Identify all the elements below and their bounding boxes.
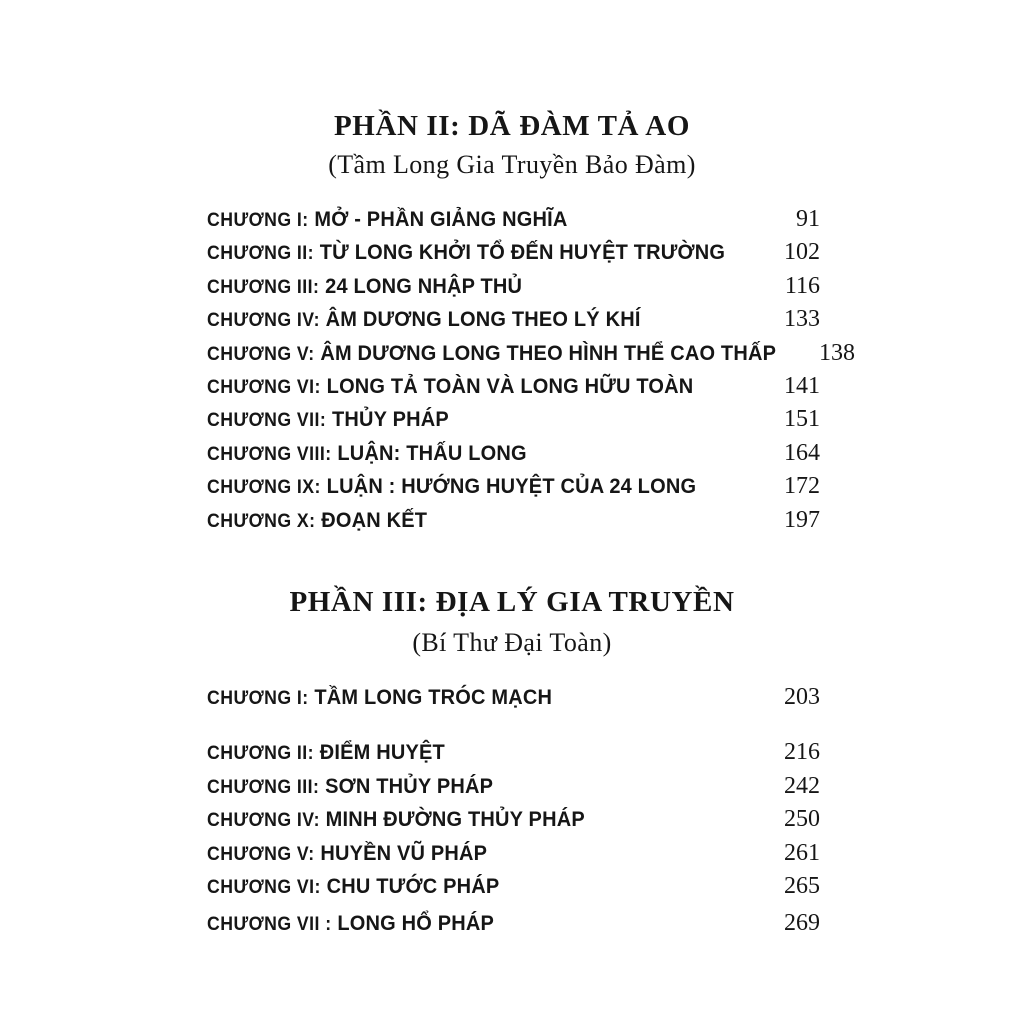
chapter-title: THỦY PHÁP: [332, 407, 449, 432]
chapter-title: LUẬN : HƯỚNG HUYỆT CỦA 24 LONG: [326, 474, 697, 499]
chapter-entry: [207, 807, 585, 832]
page-number: 269: [784, 910, 820, 937]
chapter-entry: [207, 207, 568, 232]
chapter-title: LONG TẢ TOÀN VÀ LONG HỮU TOÀN: [326, 373, 694, 398]
toc-row: [207, 373, 820, 406]
toc-row: [207, 273, 820, 306]
toc-row: [207, 239, 820, 272]
page-number: 265: [784, 872, 820, 899]
chapter-label: CHƯƠNG VII:: [207, 410, 327, 432]
section-3-subtitle: (Bí Thư Đại Toàn): [412, 628, 612, 657]
chapter-entry: [207, 341, 776, 366]
chapter-title: SƠN THỦY PHÁP: [325, 773, 494, 798]
toc-row: [207, 339, 855, 373]
chapter-title: HUYỀN VŨ PHÁP: [320, 840, 488, 865]
chapter-label: CHƯƠNG I:: [207, 210, 309, 231]
toc-row: [207, 206, 820, 239]
chapter-entry: [207, 307, 641, 332]
page-number: 261: [784, 839, 820, 866]
page-number: 116: [784, 272, 820, 299]
page-number: 102: [784, 239, 820, 266]
chapter-entry: [207, 274, 522, 299]
chapter-entry: [207, 685, 552, 710]
chapter-label: CHƯƠNG X:: [207, 510, 316, 532]
chapter-title: LONG HỔ PHÁP: [337, 911, 495, 936]
section-2-subtitle: (Tầm Long Gia Truyền Bảo Đàm): [328, 150, 696, 179]
toc-row: [207, 873, 820, 906]
toc-row: [207, 684, 820, 717]
chapter-label: CHƯƠNG V:: [207, 843, 315, 865]
toc-row: [207, 840, 820, 873]
chapter-label: CHƯƠNG VI:: [207, 876, 321, 898]
page-number: 141: [784, 372, 820, 399]
chapter-entry: [207, 240, 725, 265]
chapter-entry: [207, 474, 696, 499]
section-3-title: PHẦN III: ĐỊA LÝ GIA TRUYỀN: [289, 586, 735, 618]
chapter-title: MINH ĐƯỜNG THỦY PHÁP: [325, 807, 585, 832]
chapter-title: TẦM LONG TRÓC MẠCH: [314, 685, 553, 709]
toc-row: [207, 507, 820, 540]
chapter-entry: [207, 407, 449, 432]
chapter-title: ÂM DƯƠNG LONG THEO LÝ KHÍ: [325, 307, 641, 332]
chapter-entry: [207, 740, 445, 765]
page-number: 172: [784, 473, 820, 500]
chapter-entry: [207, 911, 494, 936]
chapter-label: CHƯƠNG IX:: [207, 477, 321, 499]
chapter-title: 24 LONG NHẬP THỦ: [325, 273, 523, 298]
toc-row: [207, 440, 820, 473]
toc-row: [207, 306, 820, 339]
chapter-title: TỪ LONG KHỞI TỔ ĐẾN HUYỆT TRƯỜNG: [319, 240, 726, 265]
chapter-title: ĐOẠN KẾT: [321, 507, 428, 532]
page-number: 216: [784, 739, 820, 766]
toc-row: [207, 910, 820, 943]
page-number: 203: [784, 684, 820, 710]
chapter-label: CHƯƠNG VII :: [207, 914, 332, 936]
chapter-label: CHƯƠNG II:: [207, 743, 315, 765]
toc-part-2: [207, 206, 855, 540]
chapter-title: LUẬN: THẤU LONG: [337, 440, 527, 465]
chapter-label: CHƯƠNG VIII:: [207, 443, 332, 465]
chapter-label: CHƯƠNG V:: [207, 343, 315, 365]
chapter-entry: [207, 774, 493, 799]
page-number: 151: [784, 406, 820, 433]
chapter-entry: [207, 374, 693, 399]
page-number: 138: [818, 339, 855, 366]
chapter-title: ĐIỂM HUYỆT: [319, 740, 445, 765]
page-number: 91: [796, 206, 820, 232]
page-number: 250: [784, 806, 820, 833]
chapter-title: ÂM DƯƠNG LONG THEO HÌNH THỂ CAO THẤP: [320, 340, 777, 365]
chapter-entry: [207, 508, 427, 533]
chapter-title: MỞ - PHẦN GIẢNG NGHĨA: [314, 207, 568, 231]
chapter-entry: [207, 441, 527, 466]
page-number: 164: [784, 439, 820, 466]
chapter-label: CHƯƠNG VI:: [207, 376, 321, 398]
toc-row: [207, 739, 820, 772]
chapter-entry: [207, 874, 499, 899]
chapter-label: CHƯƠNG IV:: [207, 310, 320, 332]
page-number: 133: [784, 306, 820, 333]
page-number: 242: [784, 772, 820, 799]
toc-row: [207, 406, 820, 439]
toc-row: [207, 473, 820, 506]
section-2-title: PHẦN II: DÃ ĐÀM TẢ AO: [333, 110, 691, 142]
toc-row: [207, 773, 820, 806]
chapter-label: CHƯƠNG I:: [207, 688, 309, 709]
chapter-label: CHƯƠNG III:: [207, 276, 320, 298]
chapter-title: CHU TƯỚC PHÁP: [326, 873, 500, 898]
chapter-label: CHƯƠNG II:: [207, 243, 315, 265]
chapter-entry: [207, 841, 487, 866]
toc-row: [207, 806, 820, 839]
chapter-label: CHƯƠNG III:: [207, 776, 320, 798]
page-number: 197: [784, 506, 820, 533]
chapter-label: CHƯƠNG IV:: [207, 810, 320, 832]
toc-part-3: [207, 684, 820, 944]
